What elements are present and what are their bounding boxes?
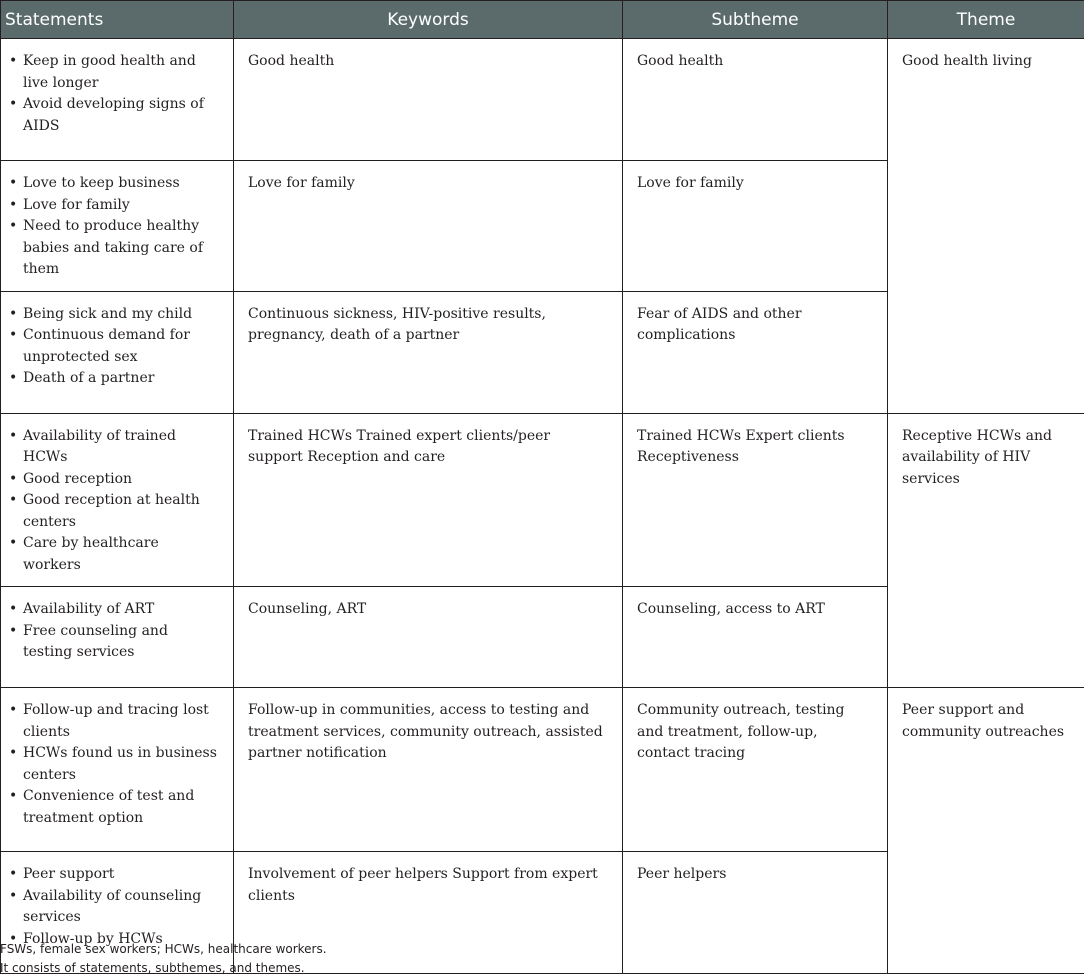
list-item: • Follow-up and tracing lost clients	[9, 702, 209, 740]
list-item: • Love to keep business	[9, 175, 180, 191]
list-item: • Convenience of test and treatment option	[9, 788, 195, 826]
footnote-description: It consists of statements, subthemes, and themes.	[0, 961, 305, 975]
statement-text: Follow-up and tracing lost clients	[23, 702, 209, 740]
statement-text: Being sick and my child	[23, 305, 193, 322]
subtheme-cell: Trained HCWs Expert clients Receptiveness	[623, 413, 888, 587]
statement-text: Peer support	[23, 866, 115, 882]
statement-text: Death of a partner	[23, 370, 155, 386]
keywords-cell: Love for family	[234, 161, 623, 292]
statements-cell	[1, 413, 234, 587]
list-item: • Free counseling and testing services	[9, 622, 168, 660]
keywords-cell: Trained HCWs Trained expert clients/peer support Reception and care	[234, 413, 623, 587]
list-item: • Care by healthcare workers	[9, 535, 159, 573]
list-item: • Peer support	[9, 866, 115, 882]
statements-cell	[1, 291, 234, 413]
statement-text: Continuous demand for unprotected sex	[23, 327, 190, 365]
statements-cell	[1, 161, 234, 292]
statements-list	[7, 599, 219, 664]
header-subtheme: Subtheme	[623, 1, 888, 39]
list-item: • Death of a partner	[9, 370, 155, 386]
statement-text: Care by healthcare workers	[23, 535, 159, 573]
footnote-abbreviations: FSWs, female sex workers; HCWs, healthcare workers.	[0, 942, 327, 956]
list-item: • Availability of trained HCWs	[9, 427, 176, 465]
statement-text: Keep in good health and live longer	[23, 53, 196, 91]
table-row	[1, 39, 1084, 161]
keywords-cell: Counseling, ART	[234, 587, 623, 688]
list-item: • Availability of counseling services	[9, 887, 202, 925]
list-item: • Keep in good health and live longer	[9, 53, 196, 91]
list-item: • Follow-up by HCWs	[9, 930, 163, 947]
header-statements: Statements	[1, 1, 234, 39]
statements-cell	[1, 688, 234, 852]
list-item: • Love for family	[9, 196, 130, 213]
statements-cell	[1, 39, 234, 161]
keywords-cell: Involvement of peer helpers Support from expert clients	[234, 852, 623, 974]
statement-text: Availability of ART	[23, 601, 155, 617]
subtheme-cell: Community outreach, testing and treatment, follow-up, contact tracing	[623, 688, 888, 852]
statement-text: Good reception at health centers	[23, 492, 200, 530]
statement-text: Good reception	[23, 470, 133, 487]
list-item: • Being sick and my child	[9, 305, 193, 322]
subtheme-cell: Fear of AIDS and other complications	[623, 291, 888, 413]
list-item: • Continuous demand for unprotected sex	[9, 327, 190, 365]
header-row	[1, 1, 1084, 39]
keywords-cell: Good health	[234, 39, 623, 161]
table-row	[1, 413, 1084, 587]
header-theme: Theme	[888, 1, 1084, 39]
list-item: • Good reception	[9, 470, 133, 487]
header-keywords: Keywords	[234, 1, 623, 39]
statement-text: HCWs found us in business centers	[23, 745, 217, 783]
statement-text: Love to keep business	[23, 175, 180, 191]
statements-list	[7, 426, 219, 577]
list-item: • Good reception at health centers	[9, 492, 200, 530]
statements-list	[7, 304, 219, 390]
subtheme-cell: Counseling, access to ART	[623, 587, 888, 688]
statement-text: Availability of trained HCWs	[23, 427, 176, 465]
theme-cell: Receptive HCWs and availability of HIV services	[888, 413, 1084, 688]
statement-text: Free counseling and testing services	[23, 622, 168, 660]
list-item: • HCWs found us in business centers	[9, 745, 217, 783]
table-row	[1, 688, 1084, 852]
theme-cell: Good health living	[888, 39, 1084, 414]
keywords-cell: Follow-up in communities, access to testing and treatment services, community outreach, assisted partner notification	[234, 688, 623, 852]
statements-list	[7, 700, 219, 829]
subtheme-cell: Good health	[623, 39, 888, 161]
table-footnotes	[0, 940, 327, 978]
statement-text: Availability of counseling services	[23, 887, 202, 925]
statements-list	[7, 51, 219, 137]
statements-cell	[1, 587, 234, 688]
keywords-cell: Continuous sickness, HIV-positive results, pregnancy, death of a partner	[234, 291, 623, 413]
statement-text: Love for family	[23, 196, 130, 213]
statement-text: Avoid developing signs of AIDS	[23, 96, 204, 134]
statements-list	[7, 864, 219, 950]
statements-list	[7, 173, 219, 281]
statement-text: Need to produce healthy babies and taking care of them	[23, 218, 204, 277]
statement-text: Convenience of test and treatment option	[23, 788, 195, 826]
list-item: • Need to produce healthy babies and taking care of them	[9, 218, 204, 277]
subtheme-cell: Peer helpers	[623, 852, 888, 974]
list-item: • Avoid developing signs of AIDS	[9, 96, 204, 134]
statement-text: Follow-up by HCWs	[23, 930, 163, 947]
subtheme-cell: Love for family	[623, 161, 888, 292]
theme-cell: Peer support and community outreaches	[888, 688, 1084, 974]
list-item: • Availability of ART	[9, 601, 155, 617]
